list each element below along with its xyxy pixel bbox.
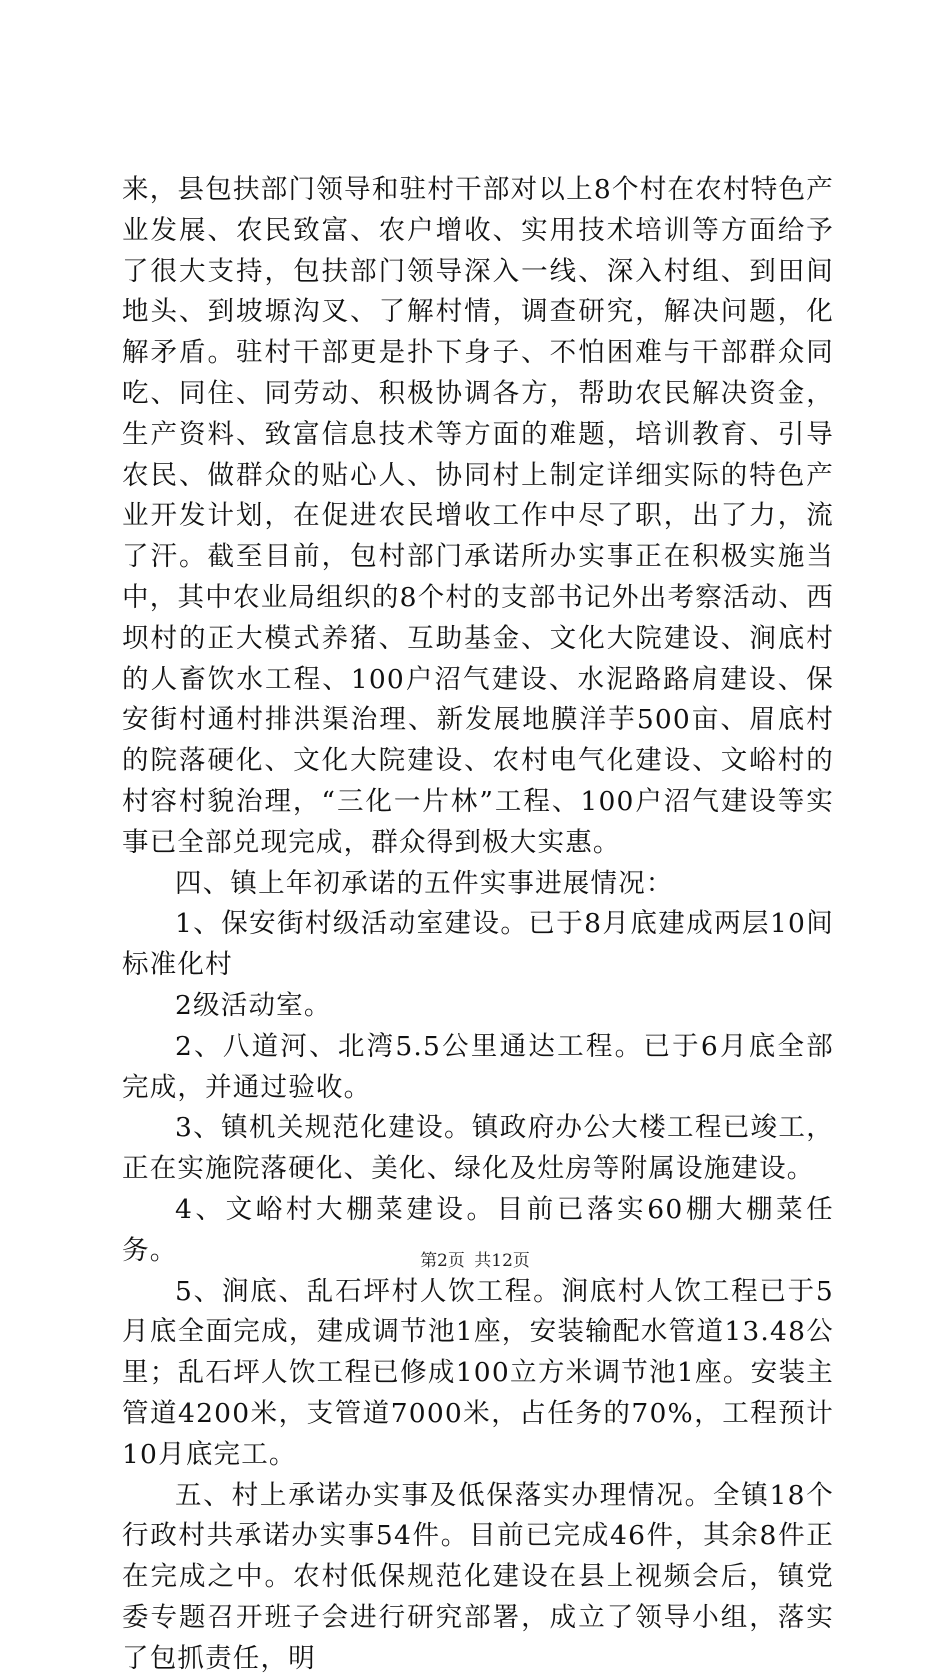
paragraph-6: 3、镇机关规范化建设。镇政府办公大楼工程已竣工，正在实施院落硬化、美化、绿化及灶房等附属设施建设。 <box>122 1108 834 1190</box>
paragraph-3: 1、保安街村级活动室建设。已于8月底建成两层10间标准化村 <box>122 904 834 986</box>
paragraph-1: 来，县包扶部门领导和驻村干部对以上8个村在农村特色产业发展、农民致富、农户增收、实用技术培训等方面给予了很大支持，包扶部门领导深入一线、深入村组、到田间地头、到坡塬沟叉、了解村情，调查研究，解决问题，化解矛盾。驻村干部更是扑下身子、不怕困难与干部群众同吃、同住、同劳动、积极协调各方，帮助农民解决资金，生产资料、致富信息技术等方面的难题，培训教育、引导农民、做群众的贴心人、协同村上制定详细实际的特色产业开发计划，在促进农民增收工作中尽了职，出了力，流了汗。截至目前，包村部门承诺所办实事正在积极实施当中，其中农业局组织的8个村的支部书记外出考察活动、西坝村的正大模式养猪、互助基金、文化大院建设、涧底村的人畜饮水工程、100户沼气建设、水泥路路肩建设、保安街村通村排洪渠治理、新发展地膜洋芋500亩、眉底村的院落硬化、文化大院建设、农村电气化建设、文峪村的村容村貌治理，“三化一片林”工程、100户沼气建设等实事已全部兑现完成，群众得到极大实惠。 <box>122 170 834 864</box>
paragraph-9: 五、村上承诺办实事及低保落实办理情况。全镇18个行政村共承诺办实事54件。目前已完成46件，其余8件正在完成之中。农村低保规范化建设在县上视频会后，镇党委专题召开班子会进行研究部署，成立了领导小组，落实了包抓责任，明 <box>122 1476 834 1679</box>
document-body <box>122 170 834 1679</box>
paragraph-4: 2级活动室。 <box>122 986 834 1027</box>
paragraph-7: 4、文峪村大棚菜建设。目前已落实60棚大棚菜任务。 <box>122 1190 834 1272</box>
page-number: 第2页 <box>420 1251 465 1271</box>
page-footer <box>0 1246 950 1271</box>
paragraph-2: 四、镇上年初承诺的五件实事进展情况： <box>122 864 834 905</box>
page-total: 共12页 <box>474 1251 530 1271</box>
paragraph-8: 5、涧底、乱石坪村人饮工程。涧底村人饮工程已于5月底全面完成，建成调节池1座，安装输配水管道13.48公里；乱石坪人饮工程已修成100立方米调节池1座。安装主管道4200米，支管道7000米，占任务的70%，工程预计10月底完工。 <box>122 1272 834 1476</box>
paragraph-5: 2、八道河、北湾5.5公里通达工程。已于6月底全部完成，并通过验收。 <box>122 1027 834 1109</box>
